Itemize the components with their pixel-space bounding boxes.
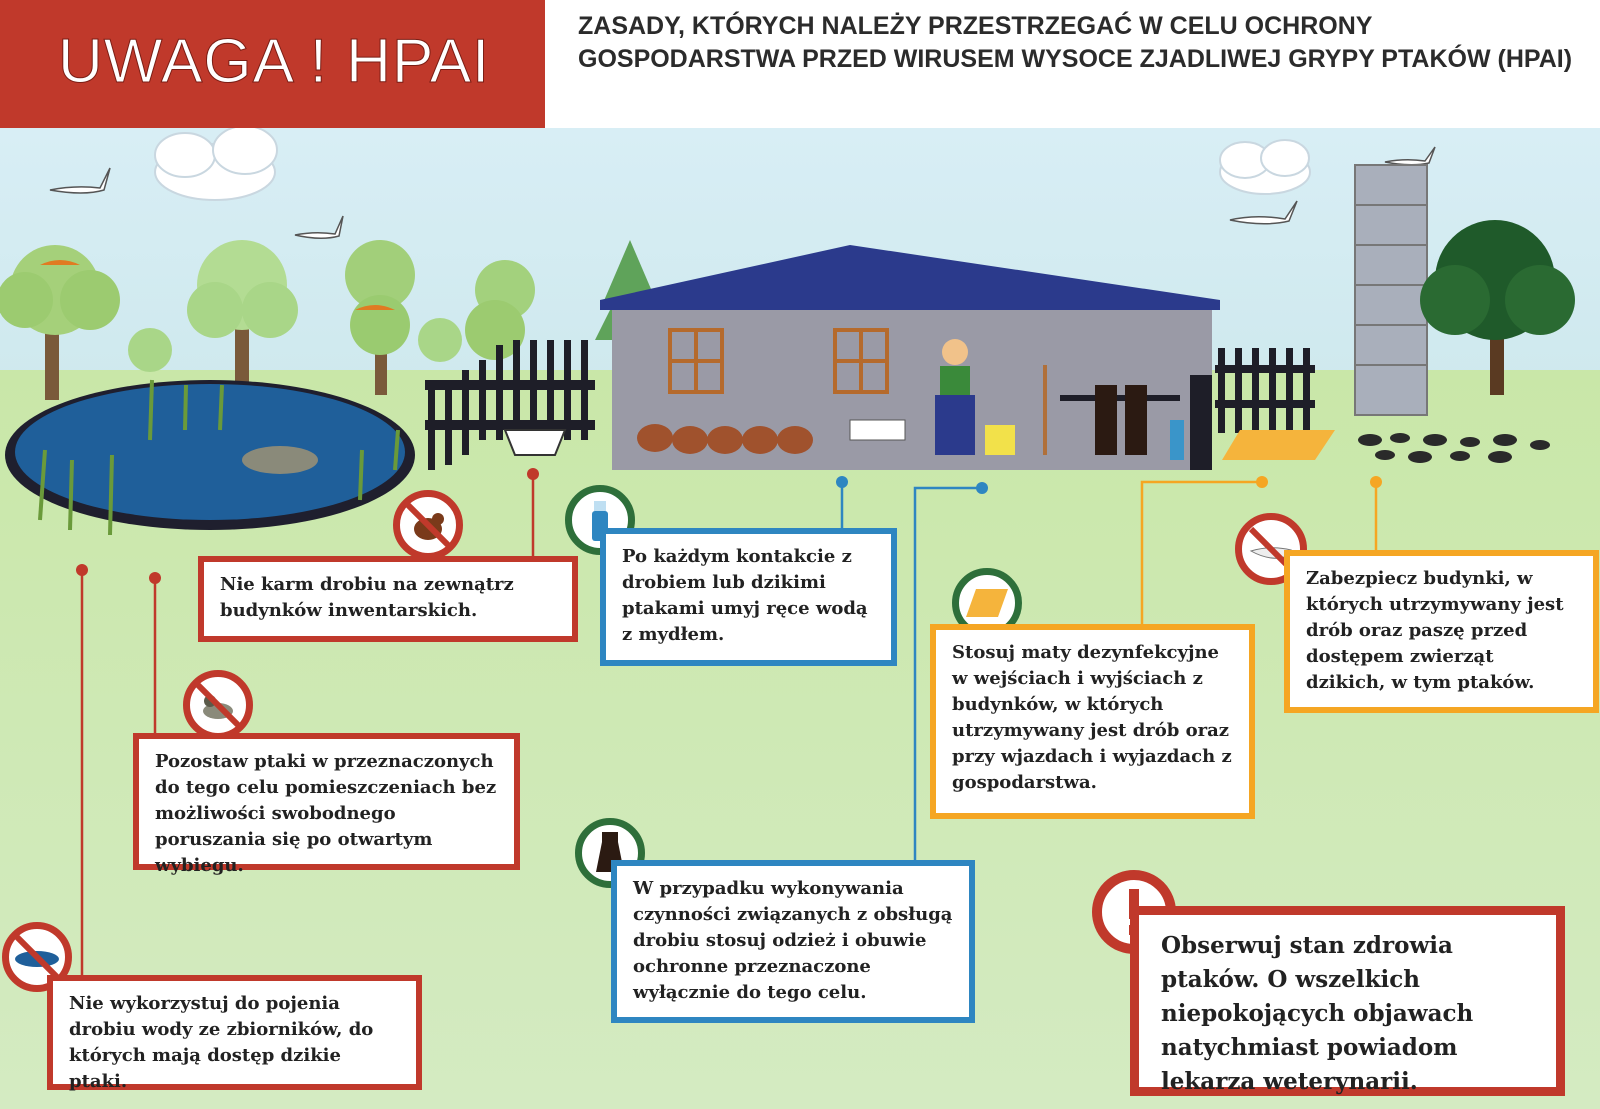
page-title: UWAGA ! HPAI xyxy=(58,27,491,96)
feed-tray xyxy=(505,430,565,455)
rule-observe-health: Obserwuj stan zdrowia ptaków. O wszelkich niepokojących objawach natychmiast powiadom lekarza weterynarii. xyxy=(1130,906,1565,1096)
page-subtitle: ZASADY, KTÓRYCH NALEŻY PRZESTRZEGAĆ W CELU OCHRONY GOSPODARSTWA PRZED WIRUSEM WYSOCE ZJADLIWEJ GRYPY PTAKÓW (HPAI) xyxy=(578,12,1573,73)
rule-wash-hands: Po każdym kontakcie z drobiem lub dzikimi ptakami umyj ręce wodą z mydłem. xyxy=(600,528,897,666)
rule-feed-indoors: Nie karm drobiu na zewnątrz budynków inwentarskich. xyxy=(198,556,578,642)
rule-keep-indoors: Pozostaw ptaki w przeznaczonych do tego celu pomieszczeniach bez możliwości swobodnego poruszania się po otwartym wybiegu. xyxy=(133,733,520,870)
rule-protective-clothing: W przypadku wykonywania czynności związanych z obsługą drobiu stosuj odzież i obuwie ochronne przeznaczone wyłącznie do tego celu. xyxy=(611,860,975,1023)
rule-secure-buildings: Zabezpiecz budynki, w których utrzymywany jest drób oraz paszę przed dostępem zwierząt dzikich, w tym ptaków. xyxy=(1284,550,1599,713)
cloud-right xyxy=(1220,140,1310,194)
silo xyxy=(1355,165,1427,415)
rule-disinfection-mats: Stosuj maty dezynfekcyjne w wejściach i wyjściach z budynków, w których utrzymywany jest drób oraz przy wjazdach i wyjazdach z gospodarstwa. xyxy=(930,624,1255,819)
cloud-left xyxy=(155,128,277,200)
rule-water-source: Nie wykorzystuj do pojenia drobiu wody ze zbiorników, do których mają dostęp dzikie ptaki. xyxy=(47,975,422,1090)
no-hen-icon xyxy=(393,490,463,560)
no-duck-icon xyxy=(183,670,253,740)
